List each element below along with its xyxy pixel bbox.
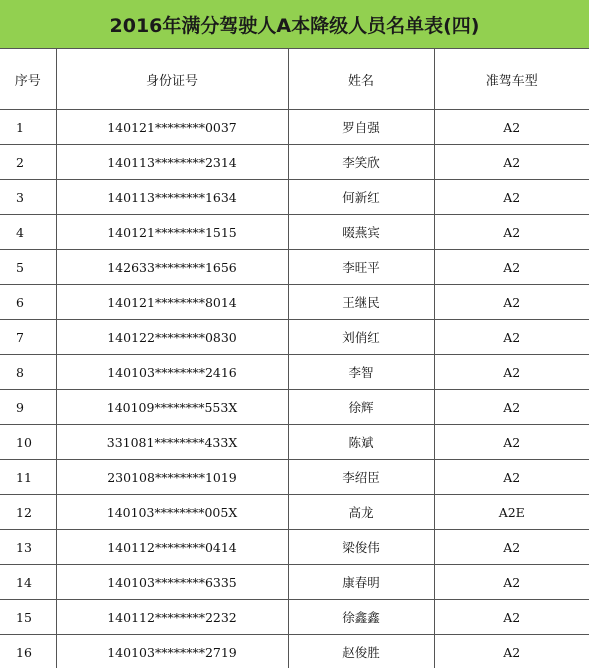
cell-id-number: 142633********1656 bbox=[56, 250, 288, 285]
table-row bbox=[0, 355, 589, 390]
cell-name: 梁俊伟 bbox=[288, 530, 434, 565]
cell-id-number: 331081********433X bbox=[56, 425, 288, 460]
table-row bbox=[0, 320, 589, 355]
cell-id-number: 140122********0830 bbox=[56, 320, 288, 355]
cell-vehicle-type: A2 bbox=[434, 110, 589, 145]
table-row bbox=[0, 495, 589, 530]
page-title: 2016年满分驾驶人A本降级人员名单表(四) bbox=[0, 0, 589, 49]
cell-name: 王继民 bbox=[288, 285, 434, 320]
table-row bbox=[0, 460, 589, 495]
table-row bbox=[0, 180, 589, 215]
table-row bbox=[0, 285, 589, 320]
cell-vehicle-type: A2 bbox=[434, 250, 589, 285]
cell-name: 高龙 bbox=[288, 495, 434, 530]
cell-seq: 1 bbox=[0, 110, 56, 145]
cell-name: 啜燕宾 bbox=[288, 215, 434, 250]
table-row bbox=[0, 600, 589, 635]
table-row bbox=[0, 215, 589, 250]
cell-vehicle-type: A2 bbox=[434, 145, 589, 180]
cell-name: 罗自强 bbox=[288, 110, 434, 145]
cell-name: 李智 bbox=[288, 355, 434, 390]
table-row bbox=[0, 530, 589, 565]
cell-id-number: 230108********1019 bbox=[56, 460, 288, 495]
cell-seq: 14 bbox=[0, 565, 56, 600]
cell-name: 康春明 bbox=[288, 565, 434, 600]
cell-vehicle-type: A2 bbox=[434, 460, 589, 495]
table-row bbox=[0, 635, 589, 668]
cell-id-number: 140103********6335 bbox=[56, 565, 288, 600]
cell-vehicle-type: A2 bbox=[434, 180, 589, 215]
header-seq: 序号 bbox=[0, 49, 56, 110]
cell-vehicle-type: A2 bbox=[434, 320, 589, 355]
roster-table bbox=[0, 48, 589, 668]
cell-name: 李旺平 bbox=[288, 250, 434, 285]
cell-seq: 5 bbox=[0, 250, 56, 285]
cell-name: 徐辉 bbox=[288, 390, 434, 425]
header-name: 姓名 bbox=[288, 49, 434, 110]
cell-id-number: 140112********2232 bbox=[56, 600, 288, 635]
cell-seq: 15 bbox=[0, 600, 56, 635]
cell-id-number: 140109********553X bbox=[56, 390, 288, 425]
cell-name: 赵俊胜 bbox=[288, 635, 434, 668]
cell-name: 徐鑫鑫 bbox=[288, 600, 434, 635]
cell-seq: 10 bbox=[0, 425, 56, 460]
cell-seq: 3 bbox=[0, 180, 56, 215]
cell-id-number: 140121********1515 bbox=[56, 215, 288, 250]
table-row bbox=[0, 565, 589, 600]
header-vehicle-type: 准驾车型 bbox=[434, 49, 589, 110]
cell-seq: 16 bbox=[0, 635, 56, 668]
cell-seq: 11 bbox=[0, 460, 56, 495]
cell-vehicle-type: A2 bbox=[434, 635, 589, 668]
table-row bbox=[0, 250, 589, 285]
table-row bbox=[0, 425, 589, 460]
cell-vehicle-type: A2 bbox=[434, 390, 589, 425]
cell-name: 李绍臣 bbox=[288, 460, 434, 495]
cell-vehicle-type: A2 bbox=[434, 600, 589, 635]
cell-seq: 9 bbox=[0, 390, 56, 425]
cell-name: 何新红 bbox=[288, 180, 434, 215]
table-row bbox=[0, 145, 589, 180]
cell-seq: 2 bbox=[0, 145, 56, 180]
cell-name: 陈斌 bbox=[288, 425, 434, 460]
cell-vehicle-type: A2 bbox=[434, 530, 589, 565]
cell-id-number: 140103********005X bbox=[56, 495, 288, 530]
cell-vehicle-type: A2 bbox=[434, 355, 589, 390]
cell-id-number: 140103********2719 bbox=[56, 635, 288, 668]
header-id-number: 身份证号 bbox=[56, 49, 288, 110]
cell-vehicle-type: A2 bbox=[434, 215, 589, 250]
cell-vehicle-type: A2E bbox=[434, 495, 589, 530]
cell-id-number: 140103********2416 bbox=[56, 355, 288, 390]
cell-vehicle-type: A2 bbox=[434, 285, 589, 320]
cell-name: 刘俏红 bbox=[288, 320, 434, 355]
cell-id-number: 140121********0037 bbox=[56, 110, 288, 145]
cell-vehicle-type: A2 bbox=[434, 425, 589, 460]
cell-id-number: 140113********1634 bbox=[56, 180, 288, 215]
table-header-row bbox=[0, 49, 589, 110]
cell-seq: 6 bbox=[0, 285, 56, 320]
table-row bbox=[0, 110, 589, 145]
cell-seq: 7 bbox=[0, 320, 56, 355]
cell-name: 李笑欣 bbox=[288, 145, 434, 180]
cell-seq: 12 bbox=[0, 495, 56, 530]
cell-seq: 8 bbox=[0, 355, 56, 390]
cell-id-number: 140121********8014 bbox=[56, 285, 288, 320]
cell-vehicle-type: A2 bbox=[434, 565, 589, 600]
cell-seq: 13 bbox=[0, 530, 56, 565]
cell-id-number: 140112********0414 bbox=[56, 530, 288, 565]
cell-id-number: 140113********2314 bbox=[56, 145, 288, 180]
table-row bbox=[0, 390, 589, 425]
cell-seq: 4 bbox=[0, 215, 56, 250]
